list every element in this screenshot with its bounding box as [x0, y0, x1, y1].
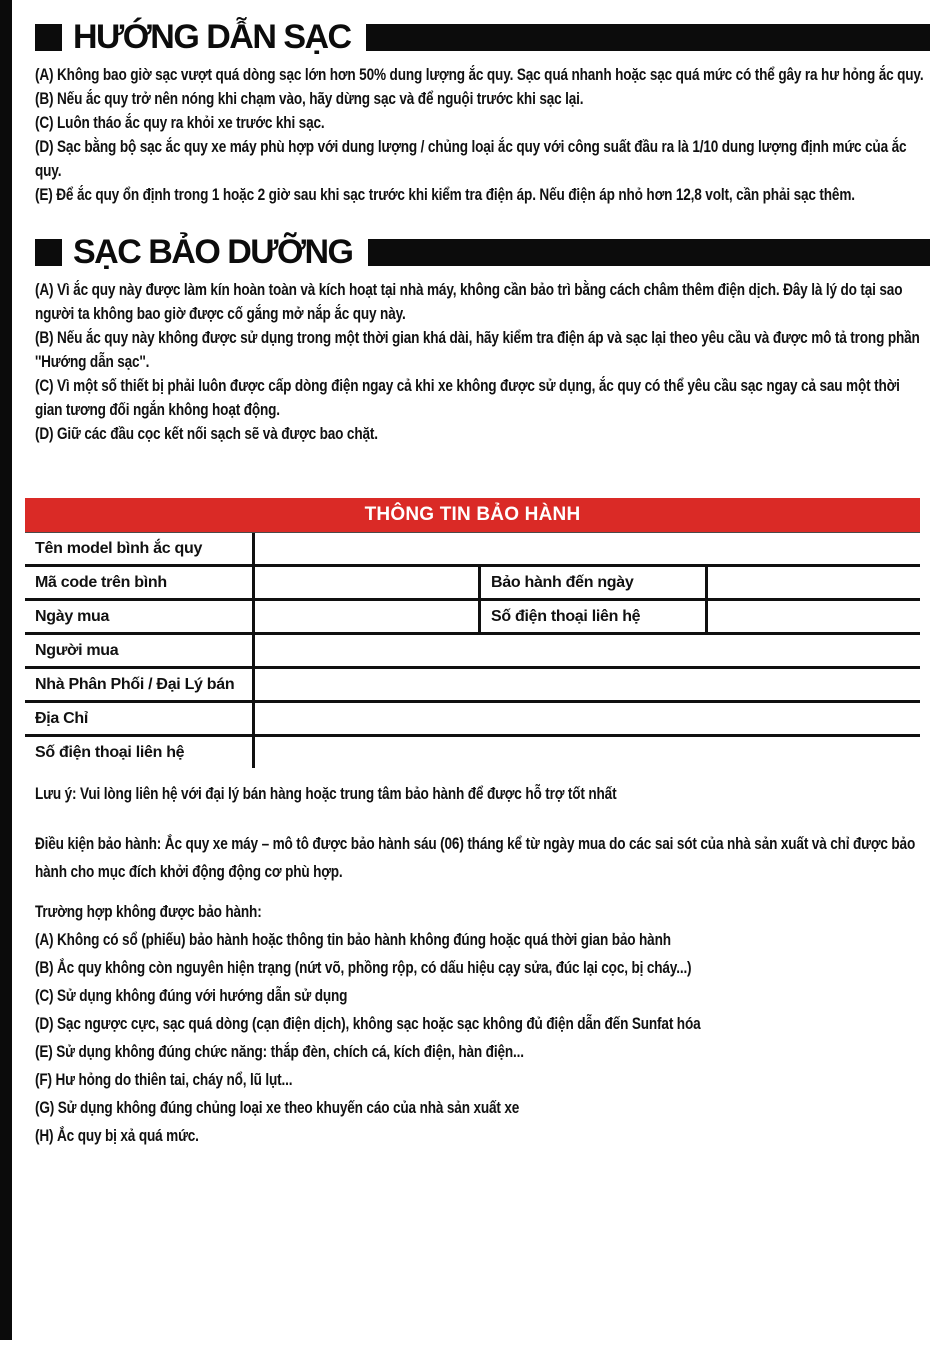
value-cell-purchase-date: [252, 601, 478, 632]
table-row-code-warranty-date: [25, 564, 920, 598]
value-cell-distributor: [252, 669, 920, 700]
warranty-conditions: Điều kiện bảo hành: Ắc quy xe máy – mô tô được bảo hành sáu (06) tháng kể từ ngày mua do các sai sót của nhà sản xuất và chỉ được bảo hành cho mục đích khởi động động cơ phù hợp.: [35, 834, 916, 881]
exclusion-item-a: (A) Không có sổ (phiếu) bảo hành hoặc thông tin bảo hành không đúng hoặc quá thời gian bảo hành: [35, 930, 671, 949]
table-row-address: [25, 700, 920, 734]
value-cell-contact-phone-right: [705, 601, 920, 632]
section-title-maintenance: SẠC BẢO DƯỠNG: [73, 233, 353, 271]
section-marker-square-icon: [35, 239, 62, 266]
paragraph-maintenance-a: (A) Vì ắc quy này được làm kín hoàn toàn và kích hoạt tại nhà máy, không cần bảo trì bằng cách châm thêm điện dịch. Đây là lý do tại sao người ta không bao giờ được cố gắng mở nắp ắc quy này.: [35, 280, 903, 323]
exclusion-item-h: (H) Ắc quy bị xả quá mức.: [35, 1126, 199, 1145]
exclusion-item-c: (C) Sử dụng không đúng với hướng dẫn sử dụng: [35, 986, 348, 1005]
label-contact-phone: Số điện thoại liên hệ: [35, 744, 185, 761]
paragraph-charging-e: (E) Để ắc quy ổn định trong 1 hoặc 2 giờ sau khi sạc trước khi kiểm tra điện áp. Nếu điện áp nhỏ hơn 12,8 volt, cần phải sạc thêm.: [35, 185, 855, 204]
label-buyer: Người mua: [35, 642, 119, 659]
table-row-distributor: [25, 666, 920, 700]
value-cell-address: [252, 703, 920, 734]
paragraph-charging-d: (D) Sạc bằng bộ sạc ắc quy xe máy phù hợp với dung lượng / chủng loại ắc quy với công suất đầu ra là 1/10 dung lượng định mức của ắc quy.: [35, 137, 907, 180]
note-contact-dealer: Lưu ý: Vui lòng liên hệ với đại lý bán hàng hoặc trung tâm bảo hành để được hỗ trợ tốt nhất: [35, 784, 617, 803]
warranty-table-title: THÔNG TIN BẢO HÀNH: [25, 498, 920, 533]
label-contact-phone-right: Số điện thoại liên hệ: [478, 601, 705, 632]
exclusions-title: Trường hợp không được bảo hành:: [35, 902, 262, 921]
paragraph-charging-c: (C) Luôn tháo ắc quy ra khỏi xe trước khi sạc.: [35, 113, 325, 132]
paragraph-maintenance-b: (B) Nếu ắc quy này không được sử dụng trong một thời gian khá dài, hãy kiểm tra điện áp và sạc lại theo yêu cầu và được mô tả trong phần ''Hướng dẫn sạc''.: [35, 328, 920, 371]
warranty-card-page: [35, 20, 930, 1150]
section-header-maintenance-charging: [35, 235, 930, 269]
table-row-model: [25, 533, 920, 564]
value-cell-warranty-until: [705, 567, 920, 598]
warranty-info-table: [25, 498, 920, 768]
exclusion-item-f: (F) Hư hỏng do thiên tai, cháy nổ, lũ lụt...: [35, 1070, 293, 1089]
value-cell-model: [252, 533, 920, 564]
paragraph-charging-b: (B) Nếu ắc quy trở nên nóng khi chạm vào, hãy dừng sạc và để nguội trước khi sạc lại.: [35, 89, 584, 108]
exclusion-item-e: (E) Sử dụng không đúng chức năng: thắp đèn, chích cá, kích điện, hàn điện...: [35, 1042, 524, 1061]
table-row-contact-phone: [25, 734, 920, 768]
exclusion-item-g: (G) Sử dụng không đúng chủng loại xe theo khuyến cáo của nhà sản xuất xe: [35, 1098, 520, 1117]
label-warranty-until: Bảo hành đến ngày: [478, 567, 705, 598]
section-header-rule-bar: [368, 239, 931, 266]
value-cell-buyer: [252, 635, 920, 666]
exclusion-item-d: (D) Sạc ngược cực, sạc quá dòng (cạn điện dịch), không sạc hoặc sạc không đủ điện dẫn đến Sunfat hóa: [35, 1014, 701, 1033]
section-header-charging-instructions: [35, 20, 930, 54]
section-body-maintenance: [35, 278, 930, 446]
section-title-charging: HƯỚNG DẪN SẠC: [73, 18, 351, 56]
label-code: Mã code trên bình: [35, 574, 167, 591]
label-model: Tên model bình ắc quy: [35, 540, 203, 557]
paragraph-charging-a: (A) Không bao giờ sạc vượt quá dòng sạc lớn hơn 50% dung lượng ắc quy. Sạc quá nhanh hoặc sạc quá mức có thể gây ra hư hỏng ắc quy.: [35, 65, 924, 84]
value-cell-contact-phone: [252, 737, 920, 768]
label-purchase-date: Ngày mua: [35, 608, 110, 625]
section-header-rule-bar: [366, 24, 930, 51]
paragraph-maintenance-c: (C) Vì một số thiết bị phải luôn được cấp dòng điện ngay cả khi xe không được sử dụng, ắc quy có thể yêu cầu sạc ngay cả sau một thời gian tương đối ngắn không hoạt động.: [35, 376, 900, 419]
paragraph-maintenance-d: (D) Giữ các đầu cọc kết nối sạch sẽ và được bao chặt.: [35, 424, 378, 443]
table-row-buyer: [25, 632, 920, 666]
section-marker-square-icon: [35, 24, 62, 51]
table-row-purchase-date-phone: [25, 598, 920, 632]
value-cell-code: [252, 567, 478, 598]
warranty-exclusions-list: [35, 898, 930, 1150]
left-edge-black-bar: [0, 0, 12, 1340]
section-body-charging: [35, 63, 930, 207]
label-address: Địa Chỉ: [35, 710, 89, 727]
exclusion-item-b: (B) Ắc quy không còn nguyên hiện trạng (nứt võ, phồng rộp, có dấu hiệu cạy sửa, đúc lại cọc, bị cháy...): [35, 958, 692, 977]
label-distributor: Nhà Phân Phối / Đại Lý bán: [35, 676, 235, 693]
